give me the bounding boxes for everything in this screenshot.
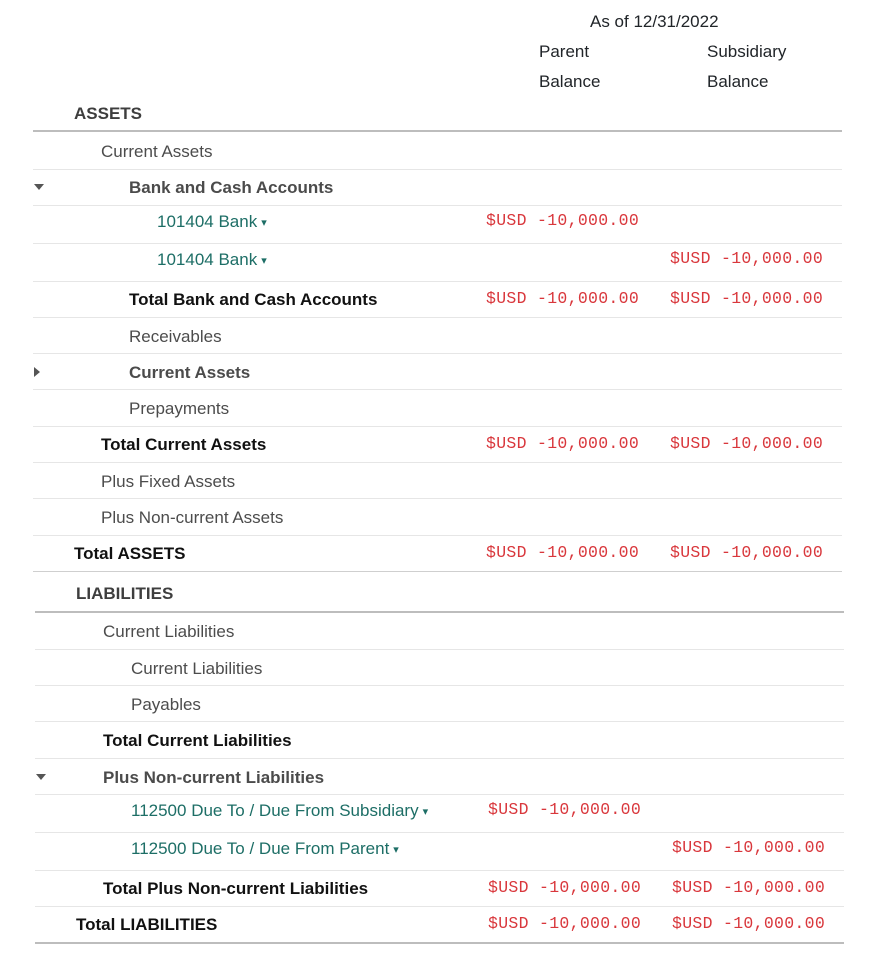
row-plus-noncurrent-assets[interactable]: Plus Non-current Assets: [101, 508, 284, 527]
row-bank-cash-accounts[interactable]: Bank and Cash Accounts: [129, 178, 334, 197]
col-subsidiary-header-line2: Balance: [707, 72, 769, 91]
row-prepayments[interactable]: Prepayments: [129, 399, 230, 418]
account-112500-due-parent-link[interactable]: [131, 839, 399, 859]
value-parent: $USD -10,000.00: [486, 543, 640, 562]
divider: [35, 649, 844, 650]
value-parent: $USD -10,000.00: [488, 914, 642, 933]
row-payables[interactable]: Payables: [131, 695, 201, 714]
divider: [33, 353, 842, 354]
row-current-assets[interactable]: Current Assets: [101, 142, 213, 161]
value-parent: $USD -10,000.00: [486, 434, 640, 453]
account-101404-bank-link[interactable]: [157, 212, 267, 232]
divider: [33, 205, 842, 206]
divider: [35, 611, 844, 613]
divider: [35, 721, 844, 722]
row-receivables[interactable]: Receivables: [129, 327, 222, 346]
row-plus-fixed-assets[interactable]: Plus Fixed Assets: [101, 472, 236, 491]
value-parent: $USD -10,000.00: [486, 211, 640, 230]
divider: [33, 243, 842, 244]
divider: [33, 535, 842, 536]
collapse-icon[interactable]: [34, 184, 44, 190]
value-parent: $USD -10,000.00: [486, 289, 640, 308]
value-subsidiary: $USD -10,000.00: [672, 838, 826, 857]
divider: [33, 571, 842, 572]
divider: [33, 169, 842, 170]
col-parent-header-line1: Parent: [539, 42, 590, 61]
row-current-assets-sub[interactable]: Current Assets: [129, 363, 251, 382]
section-title-liabilities: LIABILITIES: [76, 584, 174, 603]
col-subsidiary-header-line1: Subsidiary: [707, 42, 787, 61]
divider: [35, 870, 844, 871]
divider: [35, 685, 844, 686]
row-current-liabilities[interactable]: Current Liabilities: [103, 622, 235, 641]
account-label[interactable]: 101404 Bank: [157, 212, 258, 231]
value-subsidiary: $USD -10,000.00: [672, 878, 826, 897]
divider: [33, 317, 842, 318]
value-parent: $USD -10,000.00: [488, 878, 642, 897]
account-label[interactable]: 112500 Due To / Due From Parent: [131, 839, 390, 858]
row-total-bank-cash: Total Bank and Cash Accounts: [129, 290, 378, 309]
divider: [33, 426, 842, 427]
divider: [35, 832, 844, 833]
value-subsidiary: $USD -10,000.00: [670, 543, 824, 562]
value-parent: $USD -10,000.00: [488, 800, 642, 819]
collapse-icon[interactable]: [36, 774, 46, 780]
caret-down-icon[interactable]: ▾: [422, 806, 429, 818]
row-total-current-assets: Total Current Assets: [101, 435, 267, 454]
section-title-assets: ASSETS: [74, 104, 143, 123]
divider: [35, 906, 844, 907]
account-101404-bank-link[interactable]: [157, 250, 267, 270]
value-subsidiary: $USD -10,000.00: [670, 289, 824, 308]
row-total-plus-noncurrent-liabilities: Total Plus Non-current Liabilities: [103, 879, 369, 898]
divider: [33, 130, 842, 132]
divider: [33, 462, 842, 463]
caret-down-icon[interactable]: ▾: [261, 255, 267, 267]
row-current-liabilities-sub[interactable]: Current Liabilities: [131, 659, 263, 678]
divider: [35, 758, 844, 759]
value-subsidiary: $USD -10,000.00: [670, 434, 824, 453]
expand-icon[interactable]: [34, 367, 40, 377]
caret-down-icon[interactable]: ▾: [393, 844, 399, 856]
divider: [33, 389, 842, 390]
row-plus-noncurrent-liabilities[interactable]: Plus Non-current Liabilities: [103, 768, 325, 787]
row-total-current-liabilities: Total Current Liabilities: [103, 731, 292, 750]
divider: [35, 942, 844, 944]
row-total-assets: Total ASSETS: [74, 544, 186, 563]
value-subsidiary: $USD -10,000.00: [670, 249, 824, 268]
account-112500-due-subsidiary-link[interactable]: [131, 801, 428, 821]
divider: [33, 498, 842, 499]
divider: [33, 281, 842, 282]
row-total-liabilities: Total LIABILITIES: [76, 915, 218, 934]
divider: [35, 794, 844, 795]
value-subsidiary: $USD -10,000.00: [672, 914, 826, 933]
account-label[interactable]: 101404 Bank: [157, 250, 258, 269]
caret-down-icon[interactable]: ▾: [261, 217, 267, 229]
account-label[interactable]: 112500 Due To / Due From Subsidiary: [131, 801, 419, 820]
col-parent-header-line2: Balance: [539, 72, 601, 91]
report-period: As of 12/31/2022: [590, 12, 719, 31]
